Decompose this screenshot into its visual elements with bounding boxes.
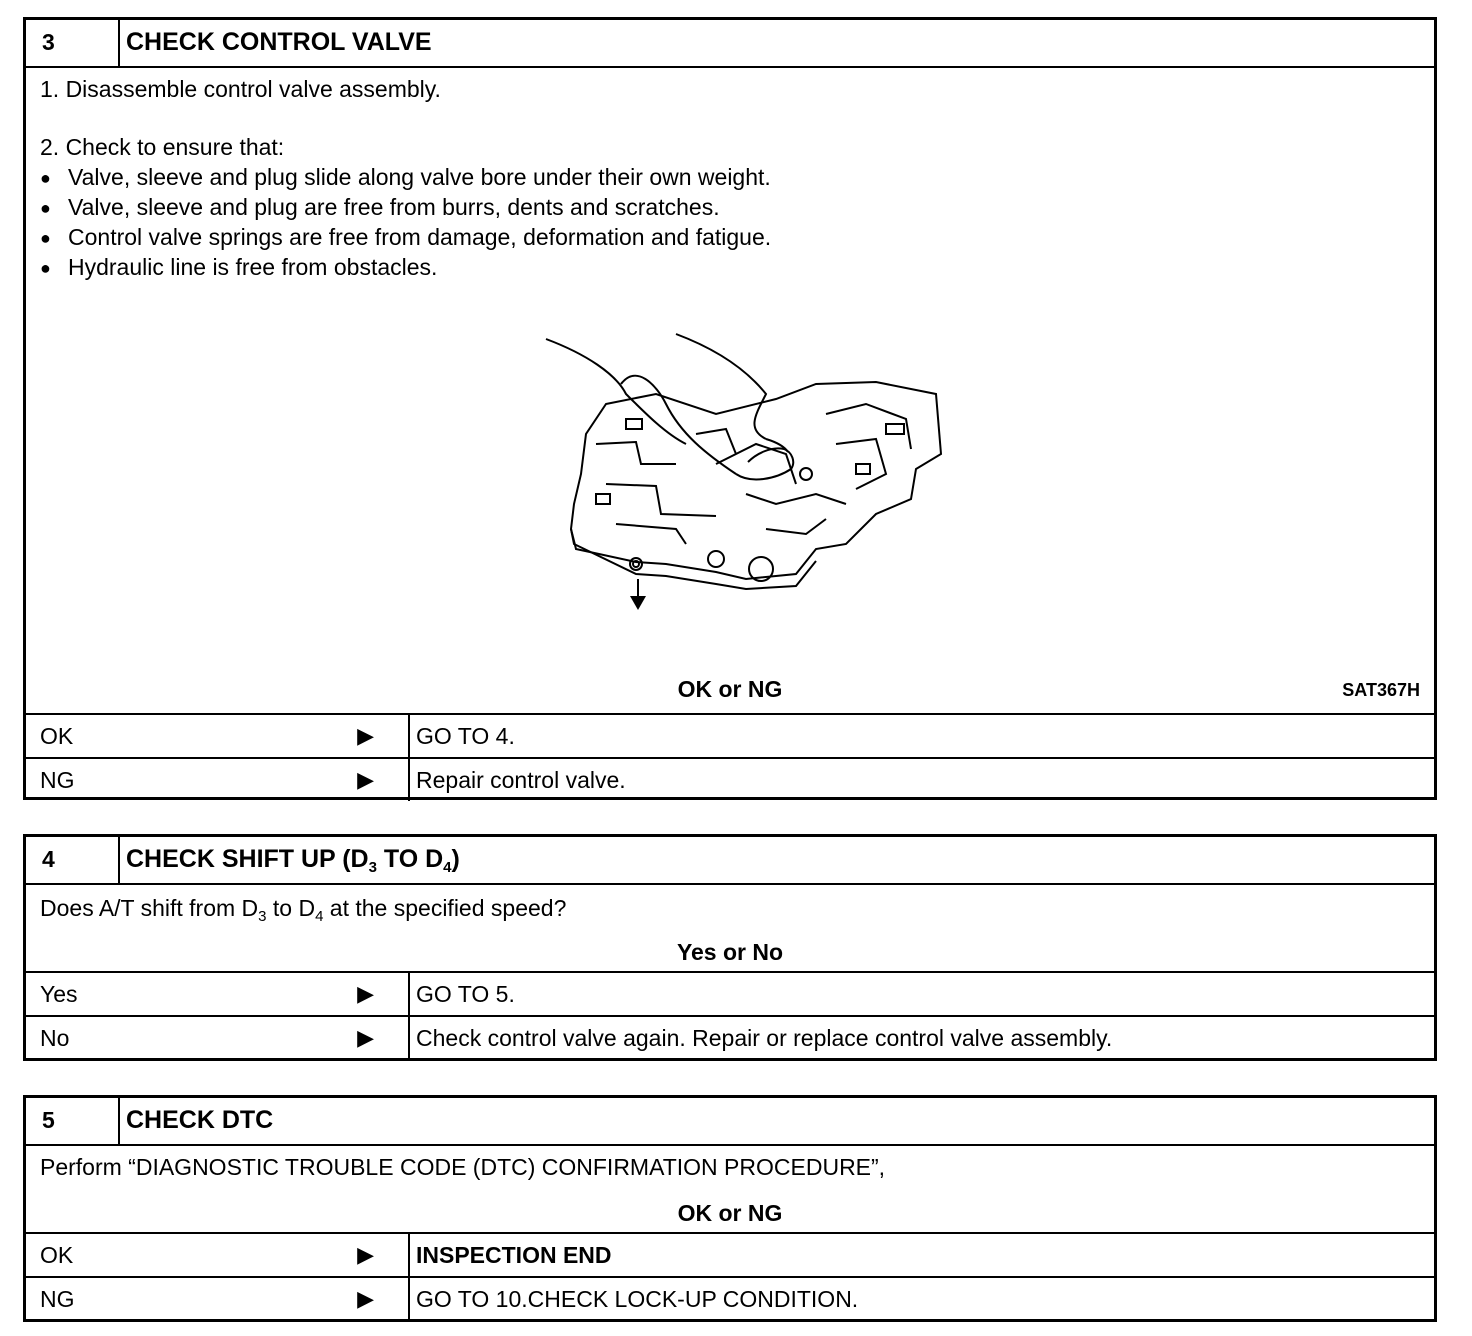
- bullet-icon: ●: [40, 198, 51, 218]
- bullet-item: [26, 252, 437, 283]
- result-label: [26, 715, 410, 757]
- step-4-question-text: [26, 893, 566, 923]
- control-valve-illustration: [516, 324, 956, 624]
- step-3-box: [23, 17, 1437, 800]
- title-subscript: 4: [443, 859, 452, 876]
- result-label: [26, 1017, 410, 1059]
- bullet-icon: ●: [40, 258, 51, 278]
- step-3-question: OK or NG: [677, 676, 783, 702]
- step-5-instruction: Perform “DIAGNOSTIC TROUBLE CODE (DTC) CONFIRMATION PROCEDURE”,: [40, 1154, 886, 1180]
- bullet-text: Valve, sleeve and plug are free from burrs, dents and scratches.: [68, 194, 720, 220]
- bullet-text: Hydraulic line is free from obstacles.: [68, 254, 438, 280]
- bullet-text: Valve, sleeve and plug slide along valve bore under their own weight.: [68, 164, 771, 190]
- step-5-question: OK or NG: [677, 1200, 783, 1226]
- title-subscript: 3: [368, 859, 377, 876]
- step-3-body: [26, 66, 1434, 713]
- text-part: at the specified speed?: [323, 895, 567, 921]
- instruction-2: 2. Check to ensure that:: [40, 134, 285, 160]
- play-arrow-icon: ▶: [357, 723, 374, 748]
- bullet-item: [26, 222, 771, 253]
- step-5-header: [26, 1098, 1434, 1144]
- result-row-ng: [26, 1276, 1434, 1320]
- step-4-header: [26, 837, 1434, 883]
- step-4-question: Yes or No: [676, 939, 784, 965]
- step-title: CHECK CONTROL VALVE: [126, 28, 432, 56]
- text-part: Does A/T shift from D: [40, 895, 259, 921]
- play-arrow-icon: ▶: [357, 1242, 374, 1267]
- step-4-body: [26, 883, 1434, 971]
- title-part: TO D: [376, 845, 444, 873]
- play-arrow-icon: ▶: [357, 767, 374, 792]
- result-row-no: [26, 1015, 1434, 1059]
- result-label-text: NG: [40, 767, 75, 793]
- step-4-box: [23, 834, 1437, 1061]
- step-5-body: [26, 1144, 1434, 1232]
- instruction-1: 1. Disassemble control valve assembly.: [40, 76, 441, 102]
- result-action: INSPECTION END: [416, 1242, 612, 1268]
- bullet-icon: ●: [40, 168, 51, 188]
- result-action: Check control valve again. Repair or replace control valve assembly.: [416, 1025, 1113, 1051]
- text-subscript: 4: [315, 908, 324, 925]
- result-label-text: No: [40, 1025, 70, 1051]
- result-label: [26, 1234, 410, 1276]
- play-arrow-icon: ▶: [357, 981, 374, 1006]
- step-title: CHECK DTC: [126, 1106, 274, 1134]
- step-number: 3: [26, 20, 120, 66]
- result-label: [26, 759, 410, 801]
- bullet-text: Control valve springs are free from damage, deformation and fatigue.: [68, 224, 772, 250]
- result-label-text: OK: [40, 723, 74, 749]
- result-label: [26, 973, 410, 1015]
- result-row-ng: [26, 757, 1434, 801]
- result-label: [26, 1278, 410, 1320]
- arrow-down-icon: [630, 596, 646, 610]
- title-part: CHECK SHIFT UP (D: [126, 845, 369, 873]
- result-label-text: OK: [40, 1242, 74, 1268]
- result-action: GO TO 10.CHECK LOCK-UP CONDITION.: [416, 1286, 859, 1312]
- step-5-box: [23, 1095, 1437, 1322]
- result-row-ok: [26, 1232, 1434, 1276]
- step-number: 5: [26, 1098, 120, 1144]
- result-label-text: NG: [40, 1286, 75, 1312]
- text-part: to D: [266, 895, 316, 921]
- figure-id: SAT367H: [1342, 680, 1420, 700]
- play-arrow-icon: ▶: [357, 1025, 374, 1050]
- result-row-ok: [26, 713, 1434, 757]
- result-action: GO TO 5.: [416, 981, 515, 1007]
- result-label-text: Yes: [40, 981, 78, 1007]
- play-arrow-icon: ▶: [357, 1286, 374, 1311]
- result-row-yes: [26, 971, 1434, 1015]
- title-part: ): [451, 845, 460, 873]
- step-3-header: [26, 20, 1434, 66]
- text-subscript: 3: [258, 908, 267, 925]
- bullet-icon: ●: [40, 228, 51, 248]
- bullet-item: [26, 192, 720, 223]
- step-title: [120, 837, 460, 883]
- bullet-item: [26, 162, 771, 193]
- step-number: 4: [26, 837, 120, 883]
- result-action: Repair control valve.: [416, 767, 626, 793]
- result-action: GO TO 4.: [416, 723, 515, 749]
